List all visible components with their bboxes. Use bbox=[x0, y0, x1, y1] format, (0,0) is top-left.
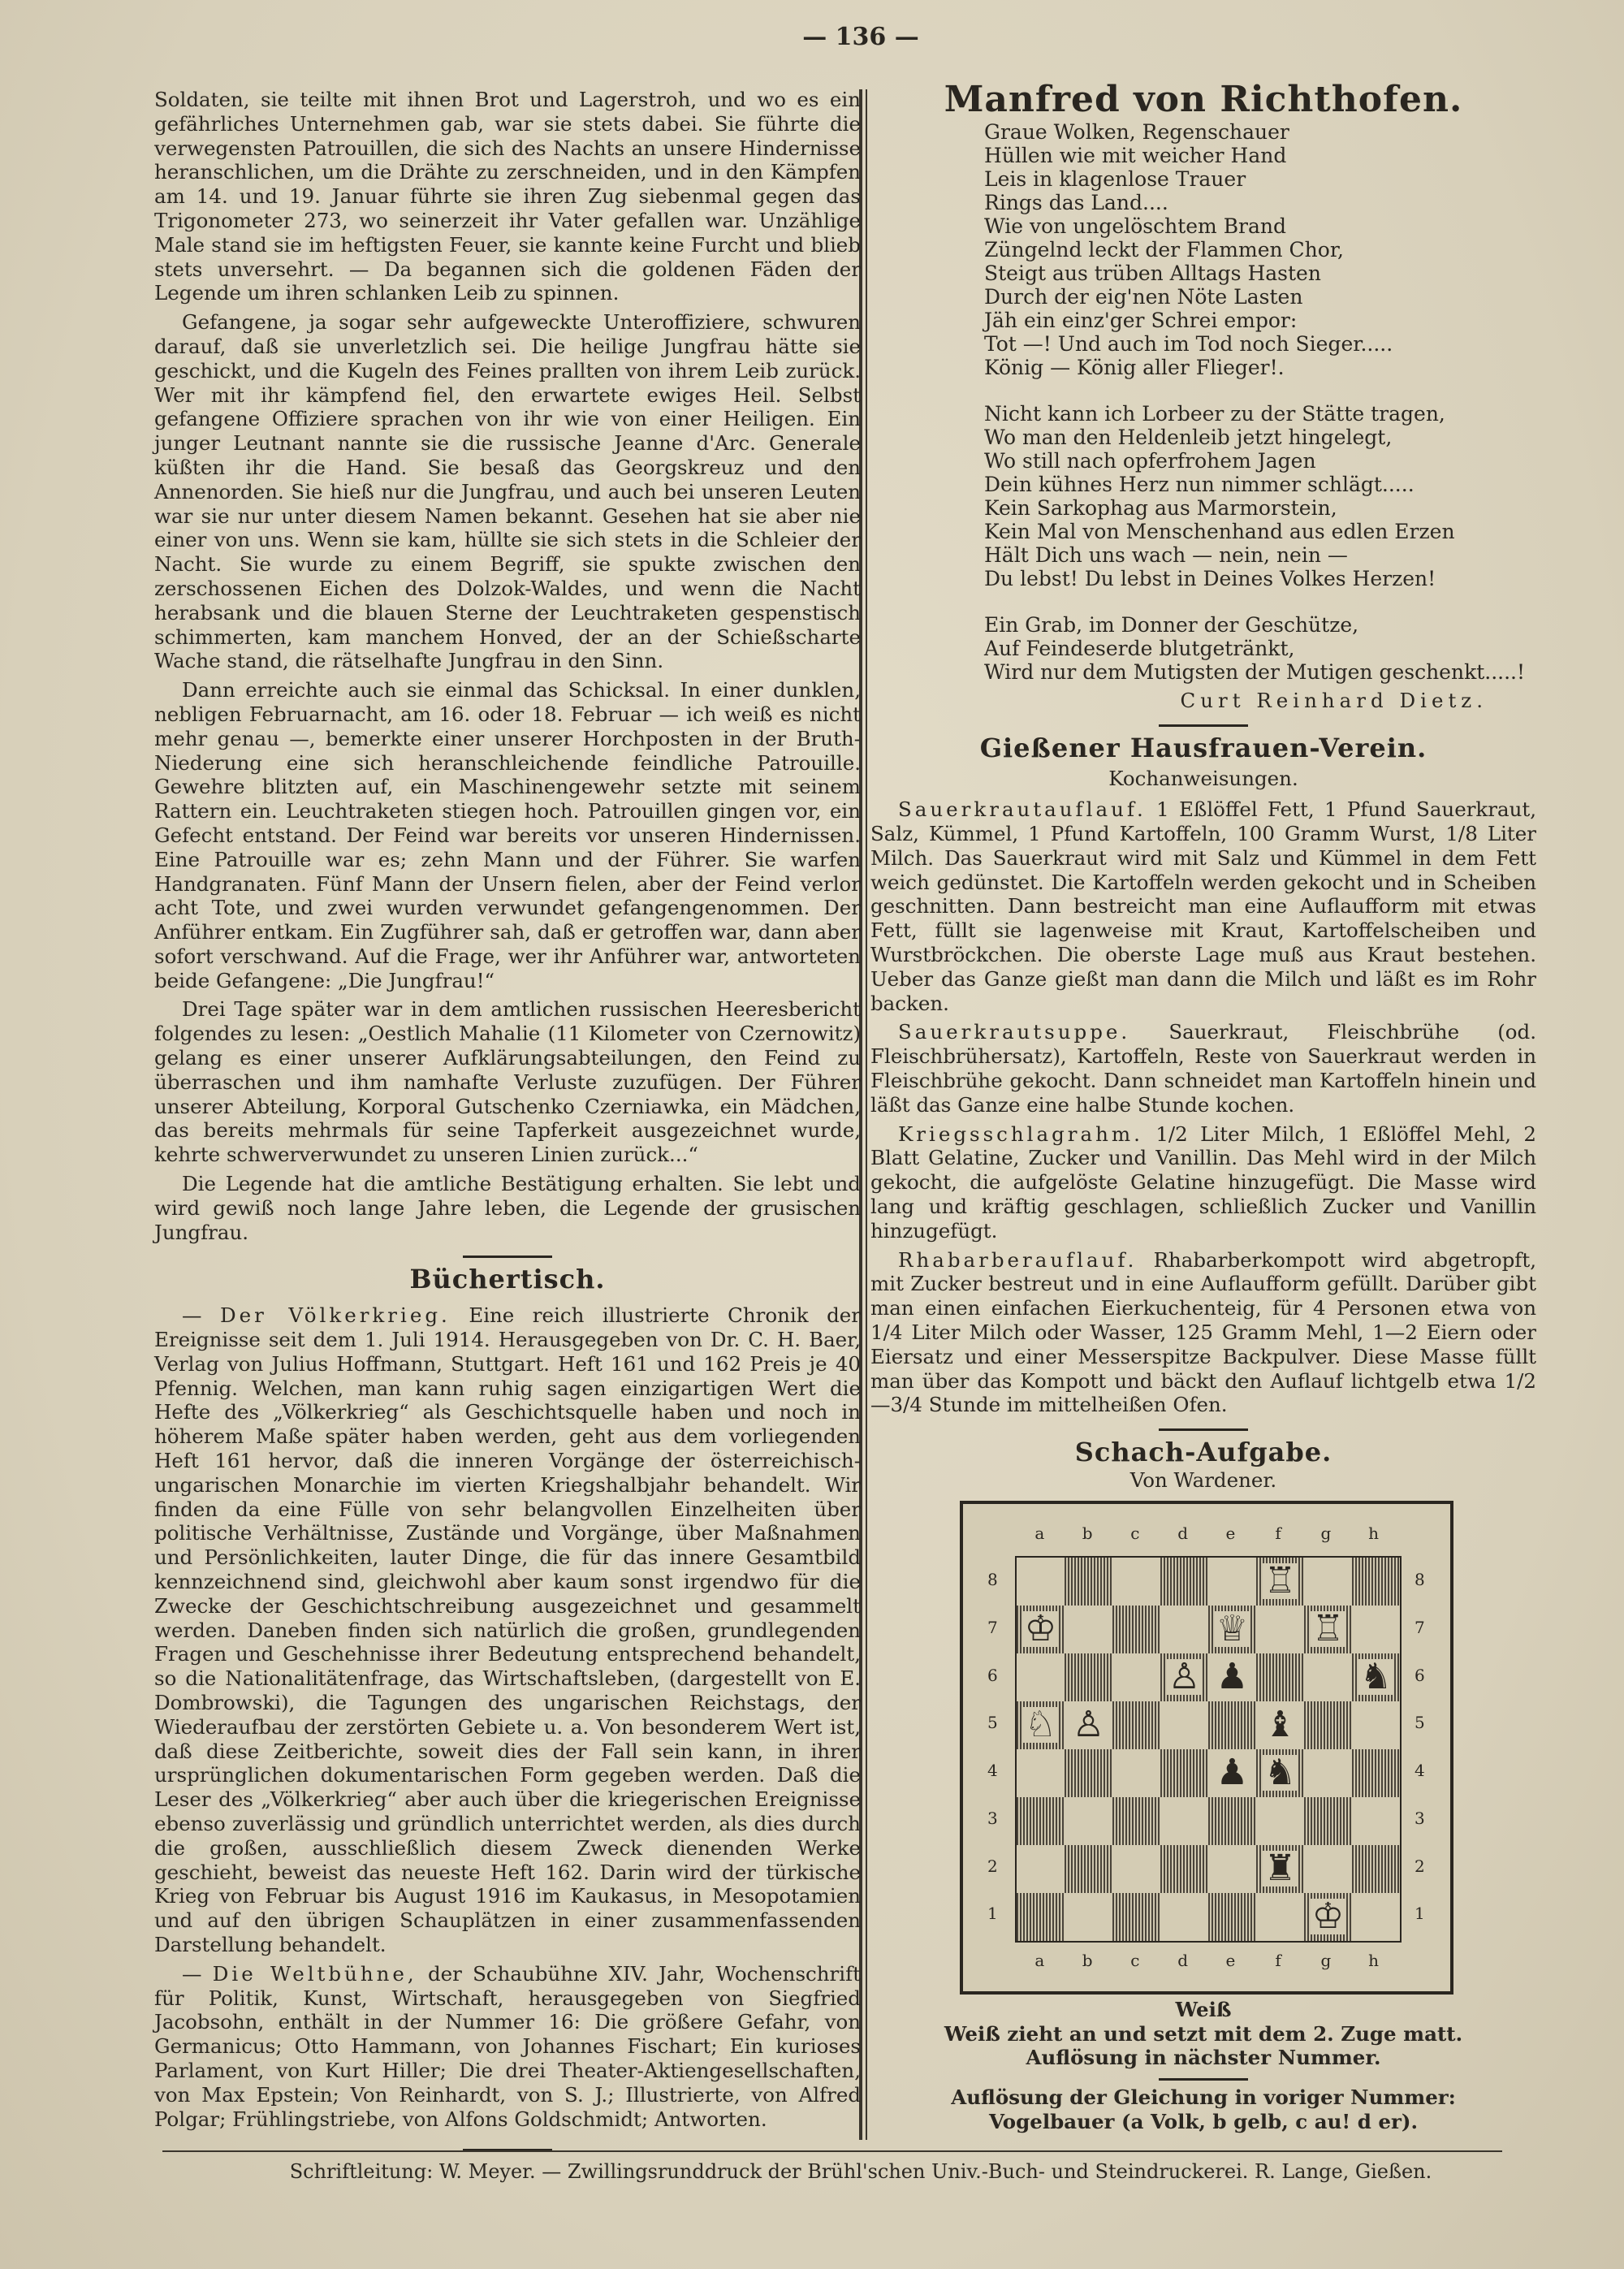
poem-line: Wie von ungelöschtem Brand bbox=[984, 214, 1287, 238]
square-c8 bbox=[1112, 1558, 1160, 1606]
footer-rule bbox=[162, 2150, 1502, 2152]
chess-piece: ♔ bbox=[1024, 1608, 1057, 1650]
recipe-name: Sauerkrautauflauf. bbox=[898, 797, 1147, 822]
chess-piece: ♟ bbox=[1216, 1752, 1249, 1794]
square-b7 bbox=[1065, 1606, 1112, 1653]
square-e7 bbox=[1208, 1606, 1256, 1653]
square-e6 bbox=[1208, 1653, 1256, 1701]
poem-line: Durch der eig'nen Nöte Lasten bbox=[984, 284, 1303, 309]
square-d5 bbox=[1160, 1701, 1208, 1749]
recipe-name: Sauerkrautsuppe. bbox=[898, 1020, 1131, 1044]
square-a2 bbox=[1017, 1845, 1065, 1893]
square-h7 bbox=[1352, 1606, 1400, 1653]
file-label: c bbox=[1130, 1950, 1140, 1970]
article-paragraph: Die Legende hat die amtliche Bestätigung erhalten. Sie lebt und wird gewiß noch lange Jahre leben, die Legende der grusischen Jungfrau. bbox=[154, 1172, 861, 1244]
square-f6 bbox=[1256, 1653, 1304, 1701]
chess-board-frame bbox=[960, 1501, 1453, 1995]
square-a5 bbox=[1017, 1701, 1065, 1749]
poem-line: Züngelnd leckt der Flammen Chor, bbox=[984, 237, 1344, 261]
poem-line: Hüllen wie mit weicher Hand bbox=[984, 143, 1287, 167]
book-review-weltbuehne bbox=[154, 1962, 861, 2132]
chess-piece: ♞ bbox=[1263, 1752, 1297, 1794]
square-f3 bbox=[1256, 1797, 1304, 1845]
square-a3 bbox=[1017, 1797, 1065, 1845]
square-e2 bbox=[1208, 1845, 1256, 1893]
rank-label: 2 bbox=[987, 1856, 998, 1876]
square-a4 bbox=[1017, 1749, 1065, 1797]
poem-line: Nicht kann ich Lorbeer zu der Stätte tragen, bbox=[984, 401, 1445, 426]
square-d3 bbox=[1160, 1797, 1208, 1845]
section-divider bbox=[463, 1256, 552, 1258]
recipe-text: 1/2 Liter Milch, 1 Eßlöffel Mehl, 2 Blatt Gelatine, Zucker und Vanillin. Das Mehl wird in der Milch gekocht, die aufgelöste Gelatine hinzugefügt. Die Masse wird lang und kräftig geschlagen, schließlich Zucker und Vanillin hinzugefügt. bbox=[870, 1122, 1536, 1243]
file-label: b bbox=[1082, 1950, 1093, 1970]
square-e5 bbox=[1208, 1701, 1256, 1749]
square-a1 bbox=[1017, 1893, 1065, 1941]
poem bbox=[984, 120, 1536, 684]
square-f4 bbox=[1256, 1749, 1304, 1797]
square-d1 bbox=[1160, 1893, 1208, 1941]
chess-color-label: Weiß bbox=[1175, 1997, 1232, 2021]
square-h6 bbox=[1352, 1653, 1400, 1701]
rank-label: 4 bbox=[987, 1761, 998, 1781]
rank-labels-right bbox=[1415, 1557, 1425, 1938]
recipe bbox=[870, 1122, 1536, 1243]
article-paragraph: Drei Tage später war in dem amtlichen russischen Heeresbericht folgendes zu lesen: „Oestlich Mahalie (11 Kilometer von Czernowitz) gelang es einer unserer Aufklärungsabteilungen, den Feind zu überraschen und ihm namhafte Verluste zuzufügen. Der Führer unserer Abteilung, Korporal Gutschenko Czerniawka, ein Mädchen, das bereits mehrmals für seine Tapferkeit ausgezeichnet wurde, kehrte schwerverwundet zu unseren Linien zurück...“ bbox=[154, 997, 861, 1167]
poem-line: Kein Sarkophag aus Marmorstein, bbox=[984, 495, 1337, 520]
square-h4 bbox=[1352, 1749, 1400, 1797]
poem-line: Kein Mal von Menschenhand aus edlen Erzen bbox=[984, 519, 1455, 543]
rank-label: 1 bbox=[987, 1904, 998, 1924]
rank-label: 7 bbox=[987, 1617, 998, 1637]
chess-author: Von Wardener. bbox=[1129, 1467, 1277, 1492]
riddle-solution-title: Auflösung der Gleichung in voriger Nummer: bbox=[951, 2085, 1456, 2110]
poem-line: König — König aller Flieger!. bbox=[984, 355, 1285, 379]
recipe-name: Kriegsschlagrahm. bbox=[898, 1122, 1143, 1146]
file-label: a bbox=[1034, 1523, 1045, 1543]
square-b5 bbox=[1065, 1701, 1112, 1749]
poem-stanza bbox=[984, 613, 1536, 684]
poem-line: Graue Wolken, Regenschauer bbox=[984, 119, 1289, 144]
square-c4 bbox=[1112, 1749, 1160, 1797]
rank-label: 2 bbox=[1415, 1856, 1425, 1876]
square-f8 bbox=[1256, 1558, 1304, 1606]
square-b2 bbox=[1065, 1845, 1112, 1893]
recipe bbox=[870, 797, 1536, 1015]
poem-line: Jäh ein einz'ger Schrei empor: bbox=[984, 308, 1298, 332]
square-g1 bbox=[1304, 1893, 1352, 1941]
square-c6 bbox=[1112, 1653, 1160, 1701]
verein-heading: Gießener Hausfrauen-Verein. bbox=[979, 732, 1427, 763]
rank-label: 3 bbox=[1415, 1808, 1425, 1828]
section-divider bbox=[1159, 1428, 1248, 1431]
file-label: d bbox=[1177, 1950, 1189, 1970]
rank-label: 8 bbox=[1415, 1570, 1425, 1590]
rank-label: 5 bbox=[987, 1713, 998, 1733]
poem-stanza bbox=[984, 120, 1536, 379]
poem-line: Tot —! Und auch im Tod noch Sieger..... bbox=[984, 331, 1393, 356]
poem-line: Du lebst! Du lebst in Deines Volkes Herzen! bbox=[984, 566, 1436, 590]
chess-piece: ♝ bbox=[1263, 1704, 1297, 1746]
book-review-text: der Schaubühne XIV. Jahr, Wochenschrift für Politik, Kunst, Wirtschaft, herausgegeben von Siegfried Jacobsohn, enthält in der Nummer 16: Die größere Gefahr, von Germanicus; Otto Hammann, von Johannes Fischart; Ein kurioses Parlament, von Kurt Hiller; Die drei Theater-Aktiengesellschaften, von Max Epstein; Von Reinhardt, von S. J.; Illustrierte, von Alfred Polgar; Frühlingstriebe, von Alfons Goldschmidt; Antworten. bbox=[154, 1961, 861, 2131]
file-label: h bbox=[1368, 1950, 1380, 1970]
chess-piece: ♖ bbox=[1263, 1560, 1297, 1602]
poem-line: Wird nur dem Mutigsten der Mutigen geschenkt.....! bbox=[984, 659, 1526, 684]
square-b4 bbox=[1065, 1749, 1112, 1797]
chess-piece: ♜ bbox=[1263, 1848, 1297, 1890]
book-review-text: Eine reich illustrierte Chronik der Ereignisse seit dem 1. Juli 1914. Herausgegeben von Dr. C. H. Baer, Verlag von Julius Hoffmann, Stuttgart. Heft 161 und 162 Preis je 40 Pfennig. Welchen, man kann ruhig sagen einzigartigen Wert die Hefte des „Völkerkrieg“ als Geschichtsquelle haben und noch in höherem Maße später haben werden, geht aus dem vorliegenden Heft 161 hervor, daß die inneren Vorgänge der österreichisch-ungarischen Monarchie im vierten Kriegshalbjahr behandelt. Wir finden da eine Fülle von sehr belangvollen Einzelheiten über politische Verhältnisse, Zustände und Vorgänge, über Maßnahmen und Persönlichkeiten, lauter Dinge, die für das innere Gesamtbild kennzeichnend sind, gleichwohl aber kaum sonst irgendwo für die Zwecke der Geschichtschreibung ausgezeichnet und gesammelt werden. Daneben finden sich natürlich die großen, grundlegenden Fragen und Geschehnisse ihrer Bedeutung entsprechend behandelt, so die Nationalitätenfrage, das Wirtschaftsleben, (dargestellt von E. Dombrowski), die Tagungen des ungarischen Reichstags, der Wiederaufbau der zerstörten Gebiete u. a. Von besonderem Wert ist, daß diese Zeitberichte, soweit dies der Fall sein kann, in ihrer ursprünglichen dokumentarischen Form gegeben werden. Daß die Leser des „Völkerkrieg“ aber auch über die kriegerischen Ereignisse ebenso zuverlässig und gründlich unterrichtet werden, als dies durch die großen, ausschließlich diesem Zweck dienenden Werke geschieht, beweist das neueste Heft 162. Darin wird der türkische Krieg von Februar bis August 1916 im Kaukasus, in Mesopotamien und auf den übrigen Schauplätzen in einer zusammenfassenden Darstellung behandelt. bbox=[154, 1303, 861, 1956]
square-g5 bbox=[1304, 1701, 1352, 1749]
square-g6 bbox=[1304, 1653, 1352, 1701]
square-e3 bbox=[1208, 1797, 1256, 1845]
square-f1 bbox=[1256, 1893, 1304, 1941]
square-c7 bbox=[1112, 1606, 1160, 1653]
square-c2 bbox=[1112, 1845, 1160, 1893]
square-d8 bbox=[1160, 1558, 1208, 1606]
recipe-text: Sauerkraut, Fleischbrühe (od. Fleischbrühersatz), Kartoffeln, Reste von Sauerkraut werden in Fleischbrühe gekocht. Dann schneidet man Kartoffeln hinein und läßt das Ganze eine halbe Stunde kochen. bbox=[870, 1020, 1536, 1117]
footer-imprint: Schriftleitung: W. Meyer. — Zwillingsrunddruck der Brühl'schen Univ.-Buch- und Steindruckerei. R. Lange, Gießen. bbox=[289, 2160, 1432, 2183]
recipe bbox=[870, 1248, 1536, 1418]
rank-label: 1 bbox=[1415, 1904, 1425, 1924]
square-b1 bbox=[1065, 1893, 1112, 1941]
right-column bbox=[870, 79, 1536, 2134]
book-title: Der Völkerkrieg. bbox=[220, 1303, 451, 1328]
book-review-voelkerkrieg bbox=[154, 1303, 861, 1957]
dash: — bbox=[182, 1303, 202, 1328]
square-e1 bbox=[1208, 1893, 1256, 1941]
page-number: — 136 — bbox=[802, 23, 919, 51]
square-e8 bbox=[1208, 1558, 1256, 1606]
riddle-solution-answer: Vogelbauer (a Volk, b gelb, c au! d er). bbox=[989, 2109, 1418, 2133]
column-rule-thin bbox=[866, 89, 867, 2140]
chess-piece: ♙ bbox=[1168, 1656, 1201, 1698]
square-g3 bbox=[1304, 1797, 1352, 1845]
chess-board bbox=[1015, 1556, 1402, 1943]
rank-label: 8 bbox=[987, 1570, 998, 1590]
square-h1 bbox=[1352, 1893, 1400, 1941]
poem-author: Curt Reinhard Dietz. bbox=[1180, 688, 1488, 712]
square-h3 bbox=[1352, 1797, 1400, 1845]
file-label: e bbox=[1225, 1950, 1236, 1970]
square-c1 bbox=[1112, 1893, 1160, 1941]
file-label: b bbox=[1082, 1523, 1093, 1543]
poem-line: Leis in klagenlose Trauer bbox=[984, 166, 1246, 191]
chess-piece: ♔ bbox=[1311, 1895, 1345, 1938]
square-f5 bbox=[1256, 1701, 1304, 1749]
left-column bbox=[154, 88, 861, 2154]
article-paragraph: Dann erreichte auch sie einmal das Schicksal. In einer dunklen, nebligen Februarnacht, am 16. oder 18. Februar — ich weiß es nicht mehr genau —, bemerkte einer unserer Horchposten in der Bruth-Niederung eine sich heranschleichende feindliche Patrouille. Gewehre blitzten auf, ein Maschinengewehr setzte mit seinem Rattern ein. Leuchtraketen stiegen hoch. Patrouillen gingen vor, ein Gefecht entstand. Der Feind war bereits vor unseren Hindernissen. Eine Patrouille war es; zehn Mann und der Führer. Sie warfen Handgranaten. Fünf Mann der Unsern fielen, aber der Feind verlor acht Tote, und zwei wurden verwundet gefangengenommen. Der Anführer entkam. Ein Zugführer sah, daß er getroffen war, dann aber sofort verschwand. Auf die Frage, wer ihr Anführer war, antworteten beide Gefangene: „Die Jungfrau!“ bbox=[154, 678, 861, 992]
poem-line: Auf Feindeserde blutgetränkt, bbox=[984, 636, 1295, 660]
buechertisch-heading: Büchertisch. bbox=[409, 1264, 606, 1295]
article-paragraph: Soldaten, sie teilte mit ihnen Brot und Lagerstroh, und wo es ein gefährliches Unternehmen gab, war sie stets dabei. Sie führte die verwegensten Patrouillen, die sich des Nachts an unsere Hindernisse heranschlichen, um die Drähte zu zerschneiden, und in den Kämpfen am 14. und 19. Januar führte sie ihren Zug siebenmal gegen das Trigonometer 273, wo seinerzeit ihr Vater gefallen war. Unzählige Male stand sie im heftigsten Feuer, sie kannte keine Furcht und blieb stets unversehrt. — Da begannen sich die goldenen Fäden der Legende um ihren schlanken Leib zu spinnen. bbox=[154, 88, 861, 305]
chess-diagram bbox=[960, 1501, 1447, 1995]
square-c5 bbox=[1112, 1701, 1160, 1749]
square-g4 bbox=[1304, 1749, 1352, 1797]
chess-piece: ♙ bbox=[1072, 1704, 1105, 1746]
square-g8 bbox=[1304, 1558, 1352, 1606]
chess-heading: Schach-Aufgabe. bbox=[1074, 1437, 1332, 1468]
dash: — bbox=[182, 1961, 202, 1986]
rank-label: 6 bbox=[987, 1665, 998, 1685]
square-b3 bbox=[1065, 1797, 1112, 1845]
square-h8 bbox=[1352, 1558, 1400, 1606]
square-a6 bbox=[1017, 1653, 1065, 1701]
section-divider bbox=[1159, 2078, 1248, 2081]
square-e4 bbox=[1208, 1749, 1256, 1797]
book-title: Die Weltbühne, bbox=[212, 1961, 417, 1986]
file-label: f bbox=[1275, 1950, 1281, 1970]
square-c3 bbox=[1112, 1797, 1160, 1845]
article-paragraph: Gefangene, ja sogar sehr aufgeweckte Unteroffiziere, schwuren darauf, daß sie unverletzlich sei. Die heilige Jungfrau hätte sie geschickt, und die Kugeln des Feines prallten von ihrem Leib zurück. Wer mit ihr kämpfend fiel, den erwartete ewiges Heil. Selbst gefangene Offiziere sprachen von ihr wie von einer Heiligen. Ein junger Leutnant nannte sie die russische Jeanne d'Arc. Generale küßten ihr die Hand. Sie besaß das Georgskreuz und den Annenorden. Sie hieß nur die Jungfrau, und auch bei unseren Leuten war sie nur unter diesem Namen bekannt. Gesehen hat sie aber nie einer von uns. Wenn sie kam, hüllte sie sich stets in die Schleier der Nacht. Sie wurde zu einem Begriff, sie spukte zwischen den zerschossenen Eichen des Dolzok-Waldes, und wenn die Nacht herabsank und die blauen Sterne der Leuchtraketen gespenstisch schimmerten, kam manchem Honved, der an der Schießscharte Wache stand, die rätselhafte Jungfrau in den Sinn. bbox=[154, 310, 861, 673]
poem-title: Manfred von Richthofen. bbox=[944, 79, 1463, 120]
square-f2 bbox=[1256, 1845, 1304, 1893]
rank-label: 7 bbox=[1415, 1617, 1425, 1637]
file-label: c bbox=[1130, 1523, 1140, 1543]
chess-piece: ♖ bbox=[1311, 1608, 1345, 1650]
poem-stanza bbox=[984, 402, 1536, 590]
poem-line: Wo man den Heldenleib jetzt hingelegt, bbox=[984, 425, 1393, 449]
rank-label: 6 bbox=[1415, 1665, 1425, 1685]
rank-label: 3 bbox=[987, 1808, 998, 1828]
rank-label: 5 bbox=[1415, 1713, 1425, 1733]
square-b8 bbox=[1065, 1558, 1112, 1606]
recipe-text: Rhabarberkompott wird abgetropft, mit Zucker bestreut und in eine Auflaufform gefüllt. Darüber gibt man einen einfachen Eierkuchenteig, für 4 Personen etwa von 1/4 Liter Milch oder Wasser, 125 Gramm Mehl, 1—2 Eiern oder Eiersatz und einer Messerspitze Backpulver. Diese Masse füllt man über das Kompott und bäckt den Auflauf lichtgelb etwa 1/2—3/4 Stunde im mittelheißen Ofen. bbox=[870, 1247, 1536, 1417]
square-d2 bbox=[1160, 1845, 1208, 1893]
file-labels-bottom bbox=[1016, 1949, 1397, 1973]
square-g2 bbox=[1304, 1845, 1352, 1893]
recipe-name: Rhabarberauflauf. bbox=[898, 1247, 1138, 1272]
square-f7 bbox=[1256, 1606, 1304, 1653]
file-label: e bbox=[1225, 1523, 1236, 1543]
rank-labels-left bbox=[987, 1557, 998, 1938]
square-b6 bbox=[1065, 1653, 1112, 1701]
poem-line: Hält Dich uns wach — nein, nein — bbox=[984, 542, 1348, 567]
file-label: a bbox=[1034, 1950, 1045, 1970]
poem-line: Ein Grab, im Donner der Geschütze, bbox=[984, 612, 1359, 637]
square-d6 bbox=[1160, 1653, 1208, 1701]
file-label: d bbox=[1177, 1523, 1189, 1543]
chess-piece: ♟ bbox=[1216, 1656, 1249, 1698]
chess-piece: ♕ bbox=[1216, 1608, 1249, 1650]
square-d4 bbox=[1160, 1749, 1208, 1797]
chess-piece: ♞ bbox=[1359, 1656, 1393, 1698]
rank-label: 4 bbox=[1415, 1761, 1425, 1781]
square-g7 bbox=[1304, 1606, 1352, 1653]
square-a8 bbox=[1017, 1558, 1065, 1606]
file-label: g bbox=[1320, 1523, 1332, 1543]
poem-line: Steigt aus trüben Alltags Hasten bbox=[984, 261, 1321, 285]
poem-line: Dein kühnes Herz nun nimmer schlägt..... bbox=[984, 472, 1415, 496]
recipe bbox=[870, 1020, 1536, 1117]
verein-subheading: Kochanweisungen. bbox=[1108, 767, 1298, 791]
square-d7 bbox=[1160, 1606, 1208, 1653]
poem-line: Rings das Land.... bbox=[984, 190, 1168, 214]
square-h2 bbox=[1352, 1845, 1400, 1893]
square-h5 bbox=[1352, 1701, 1400, 1749]
chess-solution-note: Auflösung in nächster Nummer. bbox=[1026, 2046, 1381, 2070]
file-label: f bbox=[1275, 1523, 1281, 1543]
poem-line: Wo still nach opferfrohem Jagen bbox=[984, 448, 1316, 473]
file-label: h bbox=[1368, 1523, 1380, 1543]
recipe-text: 1 Eßlöffel Fett, 1 Pfund Sauerkraut, Salz, Kümmel, 1 Pfund Kartoffeln, 100 Gramm Wurst, 1/8 Liter Milch. Das Sauerkraut wird mit Salz und Kümmel in dem Fett weich gedünstet. Die Kartoffeln werden gekocht und in Scheiben geschnitten. Dann bestreicht man eine Auflaufform mit etwas Fett, füllt sie lagenweise mit Kraut, Kartoffelscheiben und Wurstbröckchen. Die oberste Lage muß aus Kraut bestehen. Ueber das Ganze gießt man dann die Milch und läßt es im Rohr backen. bbox=[870, 797, 1536, 1015]
square-a7 bbox=[1017, 1606, 1065, 1653]
file-label: g bbox=[1320, 1950, 1332, 1970]
section-divider bbox=[1159, 724, 1248, 727]
chess-piece: ♘ bbox=[1024, 1704, 1057, 1746]
chess-task: Weiß zieht an und setzt mit dem 2. Zuge matt. bbox=[944, 2021, 1463, 2046]
file-labels-top bbox=[1016, 1522, 1397, 1546]
